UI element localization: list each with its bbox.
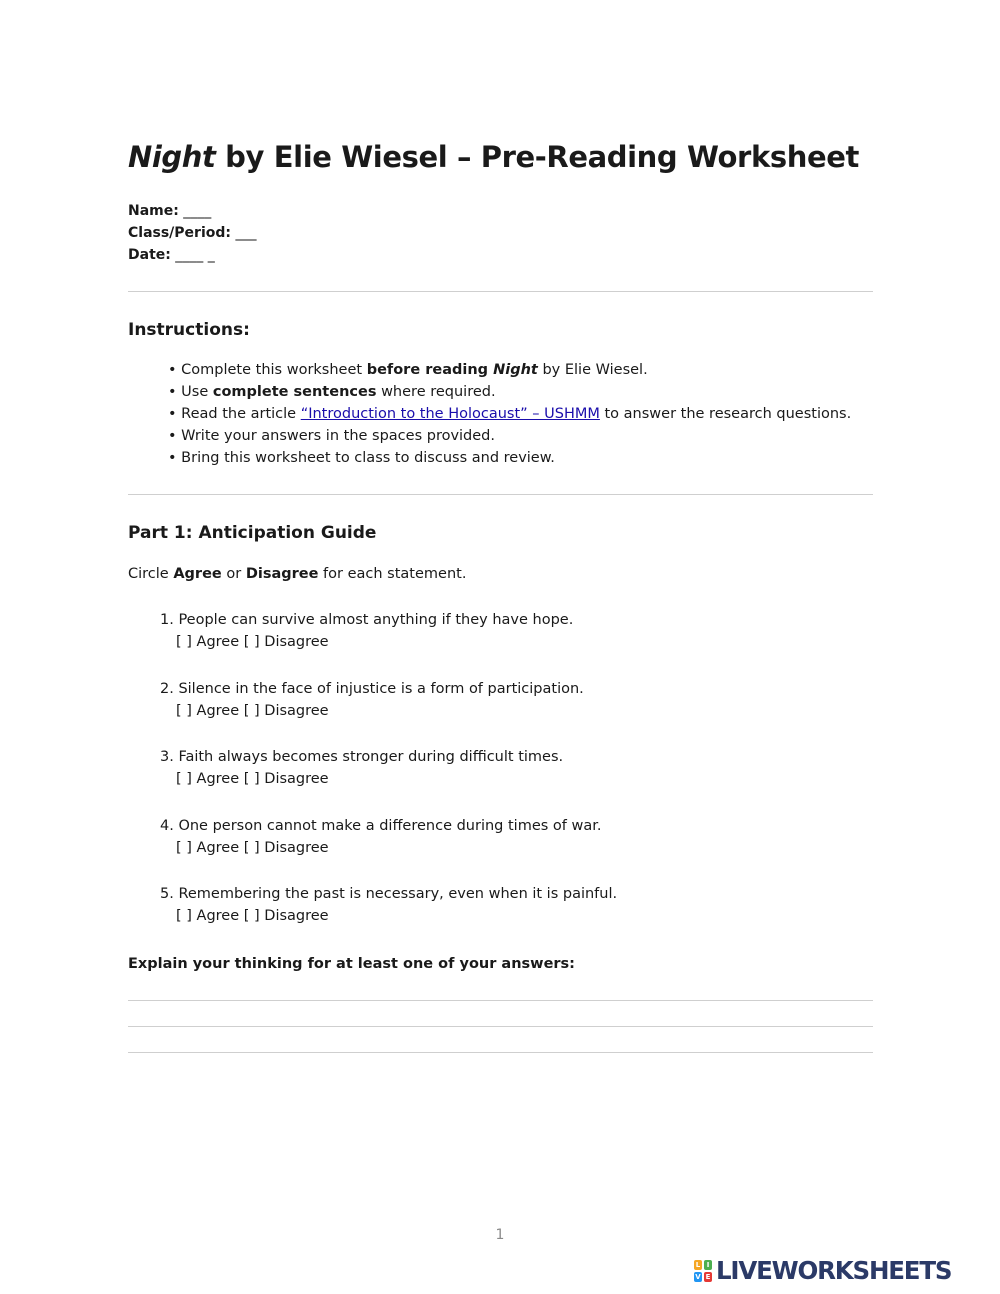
agree-disagree-options[interactable]: [ ] Agree [ ] Disagree: [176, 908, 329, 924]
date-field: Date: ____ _: [128, 247, 215, 263]
agree-disagree-options[interactable]: [ ] Agree [ ] Disagree: [176, 771, 329, 787]
agree-disagree-options[interactable]: [ ] Agree [ ] Disagree: [176, 703, 329, 719]
instruction-item: • Write your answers in the spaces provided.: [168, 428, 496, 444]
agree-disagree-options[interactable]: [ ] Agree [ ] Disagree: [176, 840, 329, 856]
answer-line[interactable]: [128, 1026, 873, 1027]
statement-text: 2. Silence in the face of injustice is a form of participation.: [160, 681, 584, 697]
instruction-item: • Complete this worksheet before reading Night by Elie Wiesel.: [168, 362, 648, 378]
page-title: [128, 140, 859, 174]
liveworksheets-logo[interactable]: [693, 1256, 951, 1285]
page-number: 1: [495, 1227, 505, 1243]
statement-text: 4. One person cannot make a difference during times of war.: [160, 818, 602, 834]
instruction-item: • Use complete sentences where required.: [168, 384, 496, 400]
statement-text: 1. People can survive almost anything if they have hope.: [160, 612, 574, 628]
statement-text: 3. Faith always becomes stronger during difficult times.: [160, 749, 564, 765]
part1-intro: Circle Agree or Disagree for each statement.: [128, 566, 467, 582]
answer-line[interactable]: [128, 1000, 873, 1001]
instruction-item: • Bring this worksheet to class to discuss and review.: [168, 450, 555, 466]
class-period-field: Class/Period: ___: [128, 225, 257, 241]
title-book-name: Night: [128, 140, 216, 174]
answer-line[interactable]: [128, 1052, 873, 1053]
divider: [128, 494, 873, 495]
statement-text: 5. Remembering the past is necessary, even when it is painful.: [160, 886, 618, 902]
instruction-item: • Read the article “Introduction to the Holocaust” – USHMM to answer the research questions.: [168, 406, 852, 422]
agree-disagree-options[interactable]: [ ] Agree [ ] Disagree: [176, 634, 329, 650]
part1-heading: Part 1: Anticipation Guide: [128, 523, 377, 543]
explain-prompt: Explain your thinking for at least one of your answers:: [128, 956, 575, 972]
liveworksheets-logo-text: LIVEWORKSHEETS: [716, 1256, 952, 1285]
divider: [128, 291, 873, 292]
ushmm-article-link[interactable]: “Introduction to the Holocaust” – USHMM: [300, 406, 600, 422]
liveworksheets-logo-icon: L I V E: [695, 1260, 711, 1281]
name-field: Name: ____: [128, 203, 212, 219]
instructions-heading: Instructions:: [128, 320, 250, 340]
title-rest: by Elie Wiesel – Pre-Reading Worksheet: [215, 140, 859, 174]
